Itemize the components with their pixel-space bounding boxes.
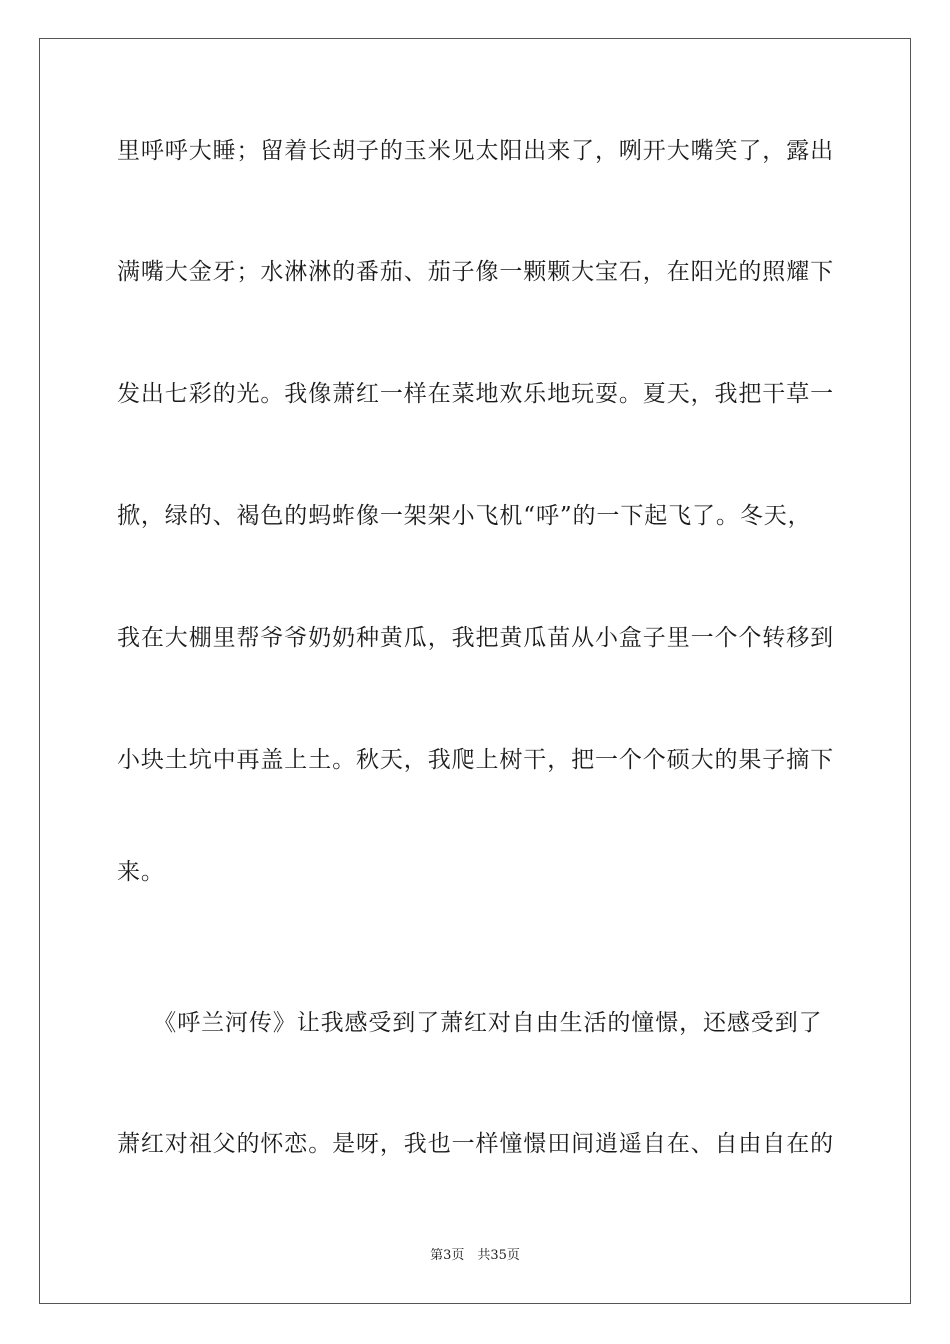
text-line-2: 满嘴大金牙；水淋淋的番茄、茄子像一颗颗大宝石，在阳光的照耀下 <box>117 259 834 285</box>
text-line-8: 《呼兰河传》让我感受到了萧红对自由生活的憧憬，还感受到了 <box>117 1010 823 1036</box>
text-line-7: 来。 <box>117 859 165 885</box>
text-line-6: 小块土坑中再盖上土。秋天，我爬上树干，把一个个硕大的果子摘下 <box>117 747 834 773</box>
page-number-footer: 第3页 共35页 <box>430 1248 520 1263</box>
text-line-4: 掀，绿的、褐色的蚂蚱像一架架小飞机“呼”的一下起飞了。冬天， <box>117 503 812 529</box>
page-border <box>39 38 911 1304</box>
text-line-5: 我在大棚里帮爷爷奶奶种黄瓜，我把黄瓜苗从小盒子里一个个转移到 <box>117 625 834 651</box>
text-line-1: 里呼呼大睡；留着长胡子的玉米见太阳出来了，咧开大嘴笑了，露出 <box>117 138 834 164</box>
text-line-9: 萧红对祖父的怀恋。是呀，我也一样憧憬田间逍遥自在、自由自在的 <box>117 1131 834 1157</box>
text-line-3: 发出七彩的光。我像萧红一样在菜地欢乐地玩耍。夏天，我把干草一 <box>117 381 834 407</box>
